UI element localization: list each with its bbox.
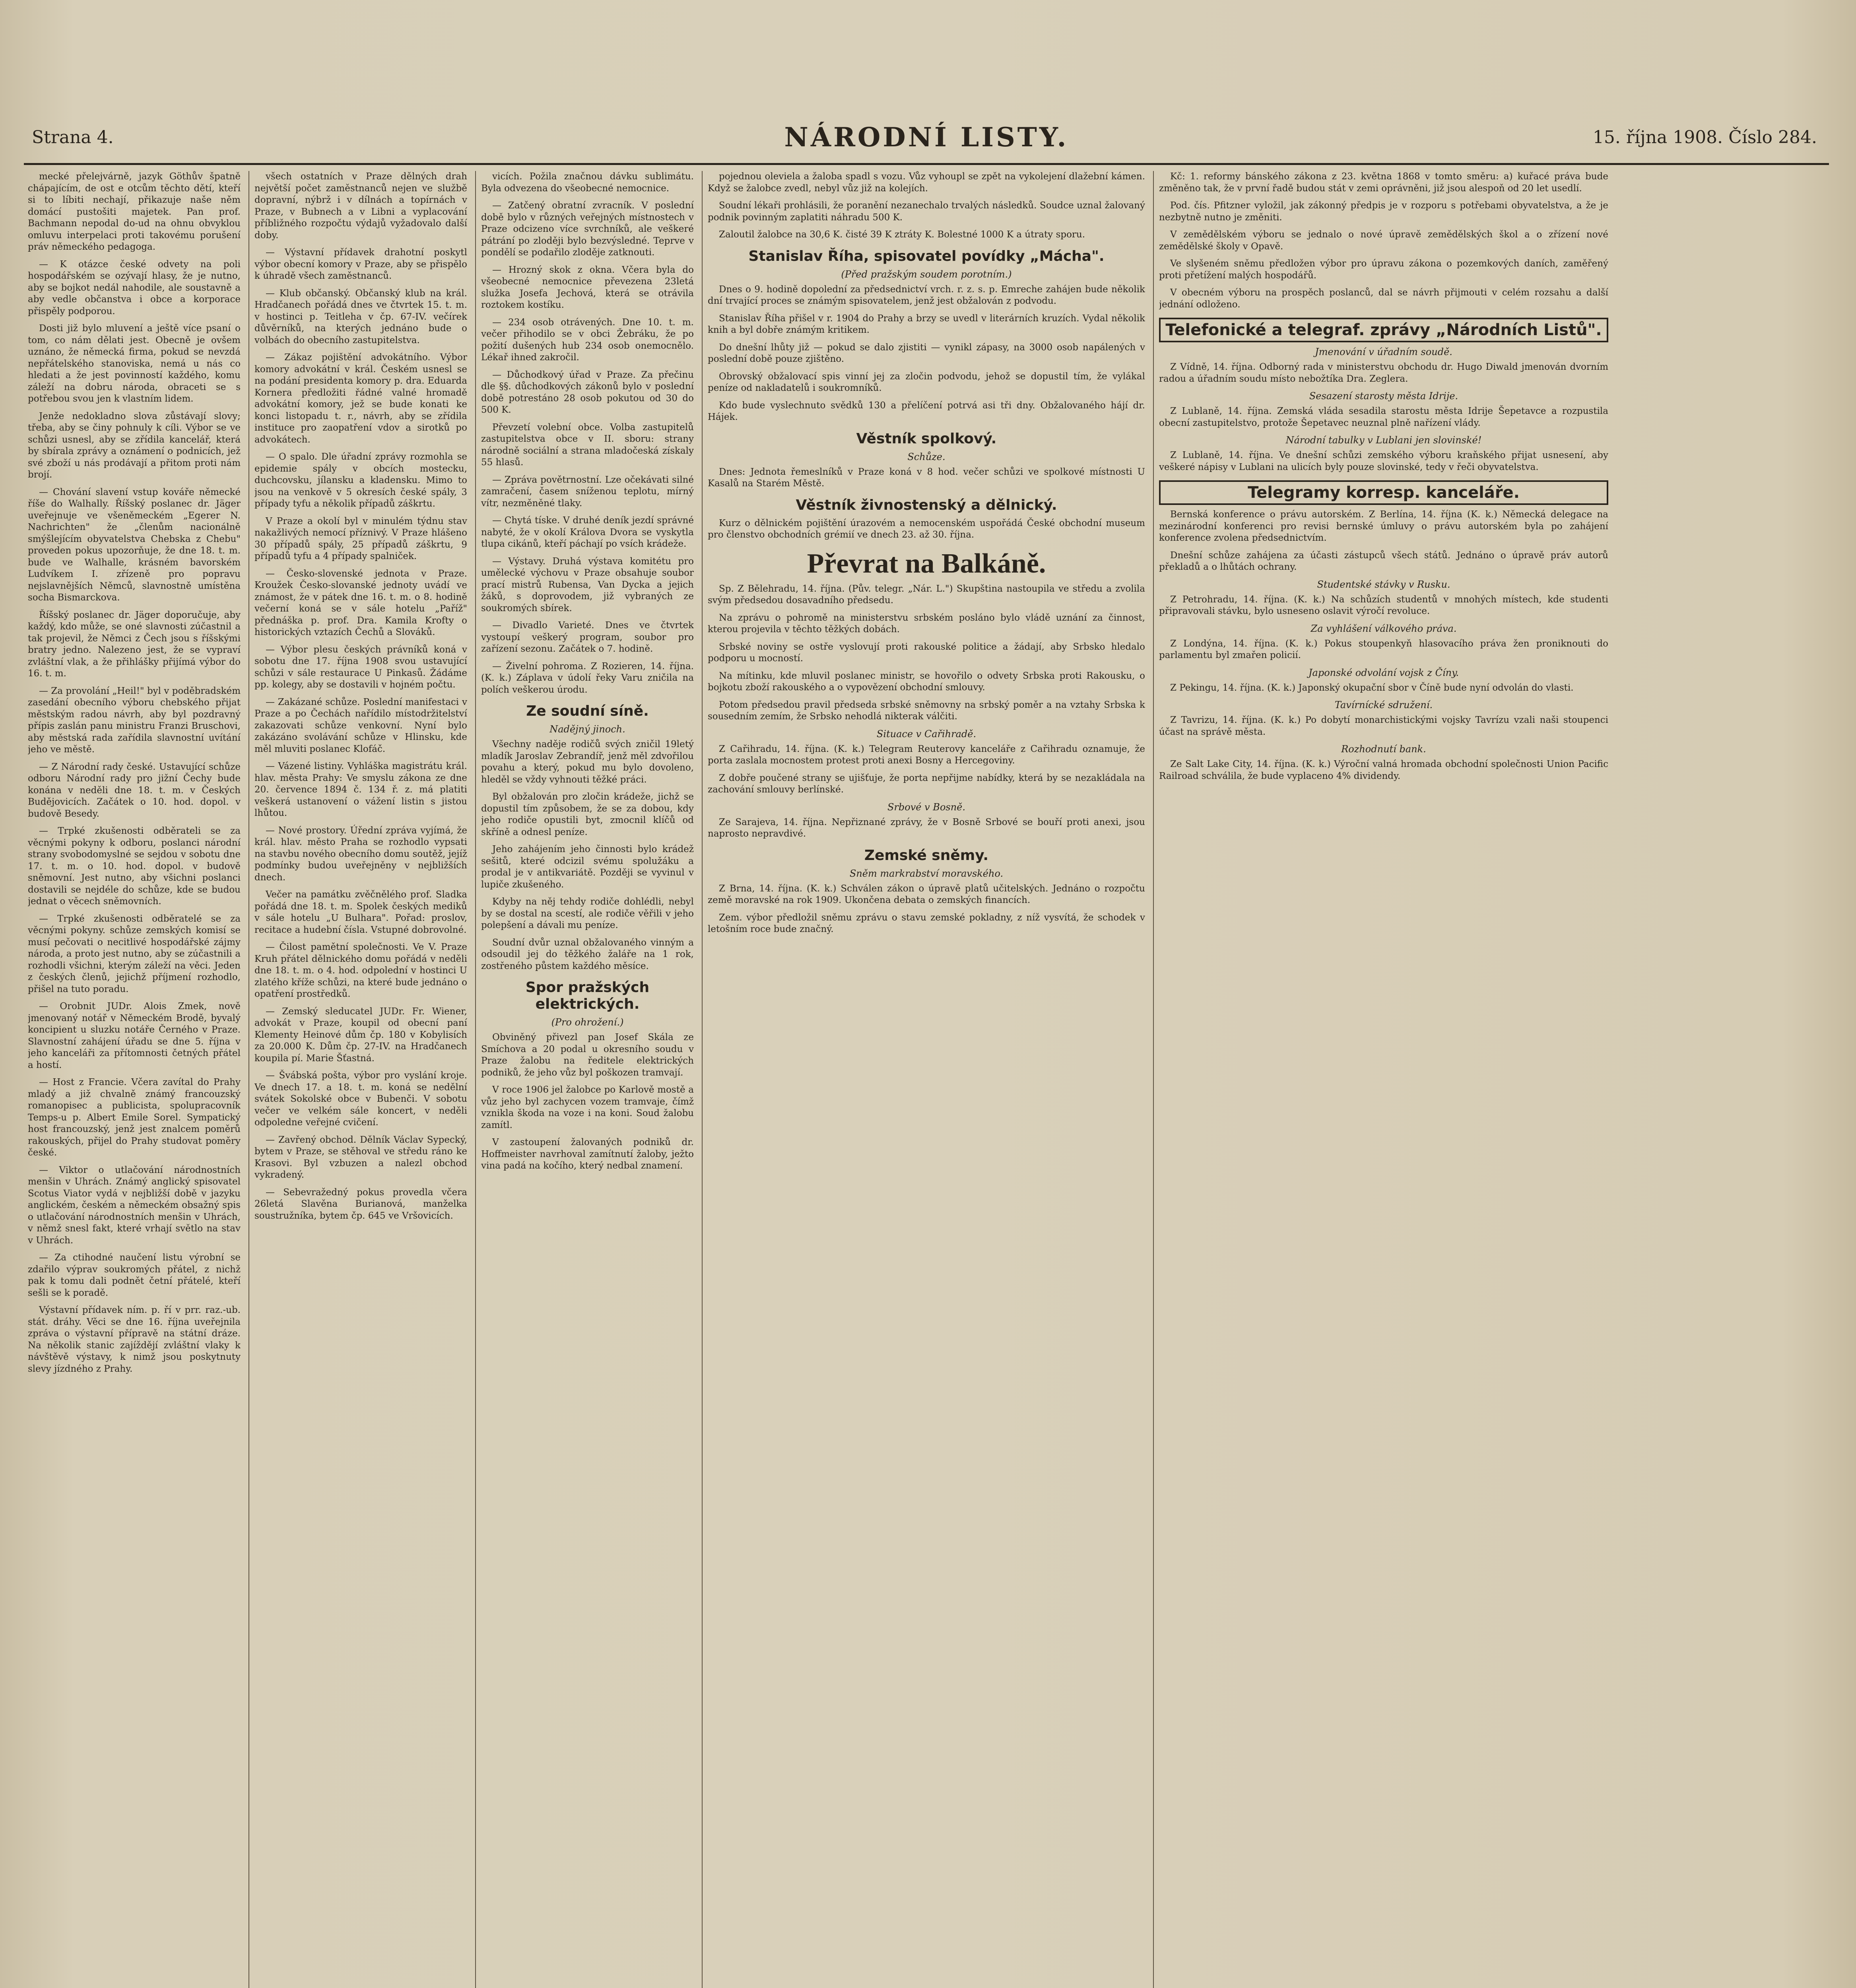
article-paragraph: — Švábská pošta, výbor pro vyslání kroje. Ve dnech 17. a 18. t. m. koná se nedělní svátek Sokolské obce v Bubenči. V sobotu večer ve velkém sále koncert, v neděli odpoledne veřejné cvičení. — [254, 1070, 467, 1128]
article-paragraph: — Výstavní přídavek drahotní poskytl výbor obecní komory v Praze, aby se přispělo k úhradě všech zaměstnanců. — [254, 247, 467, 281]
article-paragraph: Z Cařihradu, 14. října. (K. k.) Telegram Reuterovy kanceláře z Cařihradu oznamuje, že porta zaslala mocnostem protest proti anexi Bosny a Hercegoviny. — [708, 744, 1145, 766]
article-paragraph: — Živelní pohroma. Z Rozieren, 14. října. (K. k.) Záplava v údolí řeky Varu zničila na polích veškerou úrodu. — [481, 661, 694, 695]
article-paragraph: Z Pekingu, 14. října. (K. k.) Japonský okupační sbor v Číně bude nyní odvolán do vlasti. — [1170, 682, 1574, 693]
article-paragraph: Dosti již bylo mluvení a ještě více psaní o tom, co nám dělati jest. Obecně je ovšem uznáno, že německá firma, pokud se nevzdá nepřátelského stanoviska, nemá u nás co hledati a že jest povinností každého, komu záleží na dobru národa, obraceti se s potřebou svou jen k vlastním lidem. — [28, 323, 241, 404]
article-subheading: Rozhodnutí bank. — [1341, 744, 1426, 755]
article-paragraph: Srbské noviny se ostře vyslovují proti rakouské politice a žádají, aby Srbsko hledalo podporu u mocností. — [708, 641, 1145, 664]
article-paragraph: — Chování slavení vstup kováře německé říše do Walhally. Říšský poslanec dr. Jäger uveřejnuje ve všeněmeckém „Egerer N. Nachrichten" že „členům nacionálně smýšlejícím obyvatelstva Chebska z Chebu" proveden pokus upozorňuje, že dne 18. t. m. bude ve Walhalle, krásném bavorském Ludvíkem I. zřízeně pro popravu nejslavnějších Němců, slavnostně umístěna socha Bismarckova. — [28, 487, 241, 603]
article-paragraph: Ze Sarajeva, 14. října. Nepřiznané zprávy, že v Bosně Srbové se bouří proti anexi, jsou naprosto nepravdivé. — [708, 817, 1145, 839]
article-paragraph: Na mítinku, kde mluvil poslanec ministr, se hovořilo o odvety Srbska proti Rakousku, o bojkotu zboží rakouského a o vypovězení obchodní smlouvy. — [708, 670, 1145, 693]
column-divider — [702, 171, 703, 1988]
section-headline: Ze soudní síně. — [526, 703, 649, 719]
article-paragraph: — Sebevražedný pokus provedla včera 26letá Slavěna Burianová, manželka soustružníka, bytem čp. 645 ve Vršovicích. — [254, 1187, 467, 1221]
article-paragraph: — Host z Francie. Včera zavítal do Prahy mladý a již chvalně známý francouzský romanopisec a publicista, spolupracovník Temps-u p. Albert Emile Sorel. Sympatický host francouzský, jenž jest znalcem poměrů rakouských, přijel do Prahy studovat poměry české. — [28, 1077, 241, 1158]
article-paragraph: Říšský poslanec dr. Jäger doporučuje, aby každý, kdo může, se oné slavnosti zúčastnil a tak projevil, že Němci z Čech jsou s říšskými bratry jedno. Nalezeno jest, že se vypraví zvláštní vlak, a že přihlášky přijímá výbor do 16. t. m. — [28, 610, 241, 679]
article-paragraph: — Orobnit JUDr. Alois Zmek, nově jmenovaný notář v Německém Brodě, byvalý koncipient u sluzku notáře Černého v Praze. Slavnostní zahájení úřadu se dne 5. října v jeho kanceláři za přítomnosti četných přátel a hostí. — [28, 1001, 241, 1070]
article-paragraph: Z Tavrizu, 14. října. (K. k.) Po dobytí monarchistickými vojsky Tavrízu vzali naši stoupenci účast na správě města. — [1159, 715, 1608, 737]
article-subheading: Nadějný jinoch. — [549, 724, 625, 735]
page-number: Strana 4. — [32, 127, 114, 148]
article-subheading: Srbové v Bosně. — [887, 801, 965, 813]
section-headline: Věstník živnostenský a dělnický. — [796, 497, 1057, 513]
section-headline: Spor pražských elektrických. — [525, 979, 650, 1012]
article-paragraph: — Zpráva povětrnostní. Lze očekávati silné zamračení, časem sníženou teplotu, mírný vítr, nezměněné tlaky. — [481, 474, 694, 509]
article-paragraph: — Vázené listiny. Vyhláška magistrátu král. hlav. města Prahy: Ve smyslu zákona ze dne 20. července 1894 č. 134 ř. z. má platiti veškerá ustanovení o vážení listin s jistou lhůtou. — [254, 761, 467, 818]
article-paragraph: V zemědělském výboru se jednalo o nové úpravě zemědělských škol a o zřízení nové zemědělské školy v Opavě. — [1159, 229, 1608, 252]
column-5 — [1159, 171, 1608, 1988]
article-paragraph: — Výstavy. Druhá výstava komitétu pro umělecké výchovu v Praze obsahuje soubor prací mistrů Rubensa, Van Dycka a jejich žáků, s doprovodem, již vybraných ze soukromých sbírek. — [481, 556, 694, 613]
article-paragraph: Bernská konference o právu autorském. Z Berlína, 14. října (K. k.) Německá delegace na mezinárodní konferenci pro revisi bernské úmluvy o právu autorském byla po zahájení konference zvolena předsednictvím. — [1159, 509, 1608, 543]
article-paragraph: — Zákaz pojištění advokátního. Výbor komory advokátní v král. Českém usnesl se na podání presidenta komory p. dra. Eduarda Kornera předložiti řádné valné hromadě advokátní komory, jež se bude konati ke konci listopadu t. r., návrh, aby se zřídila instituce pro zaopatření vdov a sirotků po advokátech. — [254, 352, 467, 445]
article-paragraph: Jenže nedokladno slova zůstávají slovy; třeba, aby se činy pohnuly k cíli. Výbor se ve schůzi usnesl, aby se zřídila kancelář, která by sbírala zprávy a oznámení o podnicích, jež své zboží u nás prodávají a přitom proti nám brojí. — [28, 411, 241, 480]
article-paragraph: Zem. výbor předložil sněmu zprávu o stavu zemské pokladny, z níž vysvítá, že schodek v letošním roce bude značný. — [708, 912, 1145, 934]
article-paragraph: — Důchodkový úřad v Praze. Za přečinu dle §§. důchodkových zákonů bylo v poslední době potrestáno 28 osob pokutou od 30 do 500 K. — [481, 369, 694, 415]
article-paragraph: — Divadlo Varieté. Dnes ve čtvrtek vystoupí veškerý program, soubor pro zařízení sezonu. Začátek o 7. hodině. — [481, 620, 694, 654]
article-paragraph: všech ostatních v Praze dělných drah největší počet zaměstnanců nejen ve službě dopravní, nýbrž i v dílnách a topírnách v Praze, v Bubnech a v Libni a vyplacování příbližného rozpočtu výdajů vyžadovalo další doby. — [254, 171, 467, 241]
article-subheading: Situace v Cařihradě. — [876, 728, 977, 740]
article-paragraph: V zastoupení žalovaných podniků dr. Hoffmeister navrhoval zamítnutí žaloby, ježto vina padá na kočího, který nedbal znamení. — [481, 1137, 694, 1171]
article-paragraph: vicích. Požila značnou dávku sublimátu. Byla odvezena do všeobecné nemocnice. — [481, 171, 694, 194]
column-3 — [481, 171, 694, 1988]
article-subheading: (Před pražským soudem porotním.) — [841, 268, 1012, 280]
column-divider — [1153, 171, 1154, 1988]
article-paragraph: V roce 1906 jel žalobce po Karlově mostě a vůz jeho byl zachycen vozem tramvaje, čímž vznikla škoda na voze i na koni. Soud žalobu zamítl. — [481, 1085, 694, 1130]
article-paragraph: Z Londýna, 14. října. (K. k.) Pokus stoupenkyň hlasovacího práva žen proniknouti do parlamentu byl zmařen policií. — [1159, 638, 1608, 660]
column-2 — [254, 171, 467, 1988]
article-paragraph: — Viktor o utlačování národnostních menšin v Uhrách. Známý anglický spisovatel Scotus Viator vydá v nejbližší době v jazyku anglickém, českém a německém obsažný spis o utlačování národnostních menšin v Uhrách, v němž snesl fakt, které vrhají světlo na stav v Uhrách. — [28, 1165, 241, 1246]
article-subheading: Studentské stávky v Rusku. — [1317, 579, 1450, 590]
article-paragraph: — Hrozný skok z okna. Včera byla do všeobecné nemocnice převezena 23letá služka Josefa Jechová, která se otrávila roztokem kostíku. — [481, 264, 694, 310]
article-paragraph: Večer na památku zvěčnělého prof. Sladka pořádá dne 18. t. m. Spolek českých mediků v sále hotelu „U Bulhara". Pořad: proslov, recitace a hudební čísla. Vstupné dobrovolné. — [254, 889, 467, 935]
article-paragraph: — Zatčený obratní zvracník. V poslední době bylo v různých veřejných místnostech v Praze odcizeno více svrchníků, ale veškeré pátrání po zloději bylo bezvýsledné. Teprve v pondělí se podařilo zloděje zatknouti. — [481, 200, 694, 258]
article-paragraph: Byl obžalován pro zločin krádeže, jichž se dopustil tím způsobem, že se za dobou, kdy jeho rodiče opustili byt, zmocnil klíčů od skříně a odnesl peníze. — [481, 792, 694, 837]
article-paragraph: — Nové prostory. Úřední zpráva vyjímá, že král. hlav. město Praha se rozhodlo vypsati na stavbu nového obecního domu soutěž, jejíž podmínky budou uveřejněny v nejbližších dnech. — [254, 825, 467, 883]
article-paragraph: Jeho zahájením jeho činnosti bylo krádež sešitů, které odcizil svému spolužáku a prodal je v antikvariátě. Později se vyvinul v lupiče zkušeného. — [481, 844, 694, 890]
article-paragraph: — Chytá tíske. V druhé deník jezdí správné nabyté, že v okolí Králova Dvora se vyskytla tlupa cikánů, kteří páchají po vsích krádeže. — [481, 515, 694, 549]
article-paragraph: — Česko-slovenské jednota v Praze. Kroužek Česko-slovanské jednoty uvádí ve známost, že v pátek dne 16. t. m. o 8. hodině večerní koná se v sále hotelu „Paříž" přednáška p. prof. Dra. Kamila Krofty o historických vztazích Čechů a Slováků. — [254, 568, 467, 637]
article-paragraph: — Výbor plesu českých právníků koná v sobotu dne 17. října 1908 svou ustavující schůzi v sále restaurace U Pinkasů. Žádáme pp. kolegy, aby se dostavili v hojném počtu. — [254, 644, 467, 690]
article-subheading: Tavírnícké sdružení. — [1334, 699, 1433, 711]
article-paragraph: Z Petrohradu, 14. října. (K. k.) Na schůzích studentů v mnohých místech, kde studenti připravovali stávku, bylo usneseno oslavit výročí revoluce. — [1159, 594, 1608, 616]
article-paragraph: Z Lublaně, 14. října. Zemská vláda sesadila starostu města Idrije Šepetavce a rozpustila obecní zastupitelstvo, protože Šepetavec neuznal plně nařízení vlády. — [1159, 406, 1608, 428]
article-paragraph: Obviněný přivezl pan Josef Skála ze Smíchova a 20 podal u okresního soudu v Praze žalobu na ředitele elektrických podniků, že jeho vůz byl poškozen tramvají. — [481, 1032, 694, 1078]
article-paragraph: — K otázce české odvety na poli hospodářském se ozývají hlasy, že je nutno, aby se bojkot nedál nahodile, ale soustavně a aby vedle občanstva i obce a korporace přispěly podporou. — [28, 259, 241, 316]
article-paragraph: V Praze a okolí byl v minulém týdnu stav nakažlivých nemocí příznivý. V Praze hlášeno 30 případů spály, 25 případů záškrtu, 9 případů tyfu a 4 případy spalniček. — [254, 516, 467, 561]
article-paragraph: Do dnešní lhůty již — pokud se dalo zjistiti — vynikl zápasy, na 3000 osob napálených v poslední době pouze zjištěno. — [708, 342, 1145, 364]
article-paragraph: Soudní lékaři prohlásili, že poranění nezanechalo trvalých následků. Soudce uznal žalovaný podnik povinným zaplatiti náhradu 500 K. — [708, 200, 1145, 223]
article-paragraph: Dnes o 9. hodině dopolední za předsednictví vrch. r. z. s. p. Emreche zahájen bude několik dní trvající proces se známým spisovatelem, jenž jest obžalován z podvodu. — [708, 284, 1145, 306]
section-headline: Věstník spolkový. — [856, 430, 997, 447]
article-paragraph: Z Vídně, 14. října. Odborný rada v ministerstvu obchodu dr. Hugo Diwald jmenován dvorním radou a úřadním soudu místo nebožtíka Dra. Zeglera. — [1159, 362, 1608, 384]
article-paragraph: Dnes: Jednota řemeslníků v Praze koná v 8 hod. večer schůzi ve spolkové místnosti U Kasalů na Starém Městě. — [708, 466, 1145, 489]
article-paragraph: — Za provolání „Heil!" byl v poděbradském zasedání obecního výboru chebského přijat městským radou návrh, aby byl pozdravný přípis zaslán panu ministru Franzi Bruschovi, aby městská rada zařídila slavnostní uvítání jeho ve městě. — [28, 685, 241, 755]
section-headline: Telefonické a telegraf. zprávy „Národních Listů". — [1159, 318, 1608, 342]
article-paragraph: Na zprávu o pohromě na ministerstvu srbském posláno bylo vládě uznání za činnost, kterou projevila v těchto těžkých dobách. — [708, 612, 1145, 635]
article-subheading: (Pro ohrožení.) — [551, 1017, 624, 1028]
article-paragraph: — O spalo. Dle úřadní zprávy rozmohla se epidemie spály v obcích mostecku, duchcovsku, jílansku a kladensku. Mimo to jsou na venkově v 5 okresích české spály, 3 případy tyfu a několik případů záškrtu. — [254, 452, 467, 509]
article-paragraph: Kdyby na něj tehdy rodiče dohlédli, nebyl by se dostal na scestí, ale rodiče věřili v jeho polepšení a dávali mu peníze. — [481, 897, 694, 930]
article-paragraph: Sp. Z Bělehradu, 14. října. (Pův. telegr. „Nár. L.") Skupština nastoupila ve středu a zvolila svým předsedou dosavadního předsedu. — [708, 583, 1145, 606]
article-paragraph: Potom předsedou pravil předseda srbské sněmovny na srbský poměr a na vztahy Srbska k sousedním zemím, že Srbsko nehodlá nikterak válčiti. — [708, 699, 1145, 722]
article-subheading: Japonské odvolání vojsk z Číny. — [1308, 667, 1459, 678]
masthead-title: NÁRODNÍ LISTY. — [784, 122, 1069, 153]
article-paragraph: — Z Národní rady české. Ustavující schůze odboru Národní rady pro jižní Čechy bude konána v neděli dne 18. t. m. v Českých Budějovicích. Začátek o 10. hod. dopol. v budově Besedy. — [28, 761, 241, 819]
article-paragraph: Soudní dvůr uznal obžalovaného vinným a odsoudil jej do těžkého žaláře na 1 rok, zostřeného půstem každého měsíce. — [481, 937, 694, 971]
article-paragraph: Kč: 1. reformy bánského zákona z 23. května 1868 v tomto směru: a) kuřacé práva bude změněno tak, že v první řadě budou stát v zemi oprávněni, již jsou alespoň od 20 let usedlí. — [1159, 171, 1608, 194]
section-headline: Telegramy korresp. kanceláře. — [1159, 480, 1608, 505]
article-subheading: Jmenování v úřadním soudě. — [1315, 346, 1452, 357]
article-paragraph: mecké přelejvárně, jazyk Göthův špatně chápajícím, de ost e otcům těchto dětí, kteří si to líbiti nechají, přikazuje naše něm domácí pustošiti majetek. Pan prof. Bachmann nepodal do-ud na ohnu obvyklou omluvu interpelaci proti takovému porušení práv německého pedagoga. — [28, 171, 241, 252]
article-paragraph: — Zakázané schůze. Poslední manifestaci v Praze a po Čechách nařídilo místodržitelství zakazovati schůze venkovní. Nyní bylo zakázáno svolávání schůze v Hlinsku, kde měl mluviti poslanec Klofáč. — [254, 697, 467, 754]
article-paragraph: Všechny naděje rodičů svých zničil 19letý mladík Jaroslav Zebrandíř, jenž měl zdvořilou povahu a který, pokud mu bylo dovoleno, hleděl se vždy vyhnouti těžké práci. — [481, 739, 694, 785]
section-headline: Stanislav Říha, spisovatel povídky „Mácha". — [748, 248, 1105, 264]
article-subheading: Schůze. — [907, 451, 945, 462]
article-subheading: Sněm markrabství moravského. — [849, 868, 1004, 879]
column-divider — [475, 171, 476, 1988]
article-paragraph: Kdo bude vyslechnuto svědků 130 a přelíčení potrvá asi tři dny. Obžalovaného hájí dr. Hájek. — [708, 400, 1145, 422]
article-paragraph: — Klub občanský. Občanský klub na král. Hradčanech pořádá dnes ve čtvrtek 15. t. m. v hostinci p. Teitleha v čp. 67-IV. večírek důvěrníků, na kterých jednáno bude o volbách do obecního zastupitelstva. — [254, 288, 467, 346]
section-headline: Zemské sněmy. — [864, 847, 989, 864]
article-paragraph: Z dobře poučené strany se ujišťuje, že porta nepřijme nabídky, která by se nezakládala na zachování smlouvy berlínské. — [708, 773, 1145, 795]
article-paragraph: Zaloutil žalobce na 30,6 K. čisté 39 K ztráty K. Bolestné 1000 K a útraty sporu. — [719, 229, 1085, 240]
section-headline: Převrat na Balkáně. — [807, 548, 1046, 579]
article-paragraph: V obecném výboru na prospěch poslanců, dal se návrh přijmouti v celém rozsahu a další jednání odloženo. — [1159, 287, 1608, 310]
article-paragraph: — Za ctihodné naučení listu výrobní se zdařilo výprav soukromých přátel, z nichž pak k tomu dali podnět četní přátelé, kteří sešli se k poradě. — [28, 1252, 241, 1298]
column-1 — [28, 171, 241, 1988]
article-paragraph: Ze Salt Lake City, 14. října. (K. k.) Výroční valná hromada obchodní společnosti Union Pacific Railroad schválila, že bude vyplaceno 4% dividendy. — [1159, 759, 1608, 781]
page-header — [24, 119, 1829, 165]
article-paragraph: Ve slyšeném sněmu předložen výbor pro úpravu zákona o pozemkových daních, zaměřený proti přetížení malých hospodářů. — [1159, 258, 1608, 281]
article-paragraph: Převzetí volební obce. Volba zastupitelů zastupitelstva obce v II. sboru: strany národně sociální a strana mladočeská získaly 55 hlasů. — [481, 422, 694, 468]
article-paragraph: — Čilost pamětní společnosti. Ve V. Praze Kruh přátel dělnického domu pořádá v neděli dne 18. t. m. o 4. hod. odpolední v hostinci U zlatého kříže schůzi, na které bude jednáno o opatření prostředků. — [254, 942, 467, 999]
article-paragraph: Z Brna, 14. října. (K. k.) Schválen zákon o úpravě platů učitelských. Jednáno o rozpočtu země moravské na rok 1909. Ukončena debata o zemských financích. — [708, 883, 1145, 905]
article-paragraph: Výstavní přídavek ním. p. ří v prr. raz.-ub. stát. dráhy. Věci se dne 16. října uveřejnila zpráva o výstavní přípravě na státní dráze. Na několik stanic zajíždějí zvláštní vlaky k návštěvě výstavy, k nimž jsou poskytnuty slevy jízdného z Prahy. — [28, 1305, 241, 1374]
column-4 — [708, 171, 1145, 1988]
article-paragraph: — Trpké zkušenosti odběrateli se za věcnými pokyny k odboru, poslanci národní strany svobodomyslné se sejdou v sobotu dne 17. t. m. o 10. hod. dopol. v budově sněmovní. Jest nutno, aby všichni poslanci dostavili se nejdéle do schůze, kde se budou jednat o věcech sněmovních. — [28, 826, 241, 907]
article-paragraph: — Trpké zkušenosti odběratelé se za věcnými pokyny. schůze zemských komisí se musí pečovati o necitlivé hospodářské zájmy národa, a proto jest nutno, aby se zúčastnili a rozhodli všichni, kterým záleží na věci. Jeden z českých členů, jejichž příjmení rozhodlo, přišel na tuto poradu. — [28, 913, 241, 994]
article-paragraph: — Zemský sleducatel JUDr. Fr. Wiener, advokát v Praze, koupil od obecní paní Klementy Heinové dům čp. 180 v Kobylisích za 20.000 K. Dům čp. 27-IV. na Hradčanech koupila pí. Marie Šťastná. — [254, 1006, 467, 1064]
article-paragraph: — 234 osob otrávených. Dne 10. t. m. večer přihodilo se v obci Žebráku, že po požití dušených hub 234 osob onemocnělo. Lékař ihned zakročil. — [481, 317, 694, 363]
article-subheading: Sesazení starosty města Idrije. — [1309, 390, 1458, 402]
article-paragraph: Obrovský obžalovací spis vinní jej za zločin podvodu, jehož se dopustil tím, že vylákal peníze od nakladatelů i soukromníků. — [708, 371, 1145, 393]
article-paragraph: Stanislav Říha přišel v r. 1904 do Prahy a brzy se uvedl v literárních kruzích. Vydal několik knih a byl dobře známým kritikem. — [708, 313, 1145, 335]
article-paragraph: — Zavřený obchod. Dělník Václav Sypecký, bytem v Praze, se stěhoval ve středu ráno ke Krasovi. Byl vzbuzen a nalezl obchod vykradený. — [254, 1134, 467, 1180]
article-paragraph: Pod. čís. Pfitzner vyložil, jak zákonný předpis je v rozporu s potřebami obyvatelstva, a že je nezbytně nutno je změniti. — [1159, 200, 1608, 223]
article-paragraph: pojednou oleviela a žaloba spadl s vozu. Vůz vyhoupl se zpět na vykolejení dlažební kámen. Když se žalobce zvedl, nebyl vůz již na kolejích. — [708, 171, 1145, 194]
article-paragraph: Kurz o dělnickém pojištění úrazovém a nemocenském uspořádá České obchodní museum pro členstvo obchodních grémií ve dnech 23. až 30. října. — [708, 518, 1145, 540]
issue-date: 15. října 1908. Číslo 284. — [1592, 127, 1817, 148]
article-subheading: Za vyhlášení válkového práva. — [1310, 623, 1457, 634]
article-paragraph: Dnešní schůze zahájena za účasti zástupců všech států. Jednáno o úpravě práv autorů překladů a o lhůtách ochrany. — [1159, 550, 1608, 572]
article-subheading: Národní tabulky v Lublani jen slovinské! — [1285, 435, 1482, 446]
article-paragraph: Z Lublaně, 14. října. Ve dnešní schůzi zemského výboru kraňského přijat usnesení, aby veškeré nápisy v Lublani na ulicích byly pouze slovinské, tedy v řeči obyvatelstva. — [1159, 450, 1608, 472]
